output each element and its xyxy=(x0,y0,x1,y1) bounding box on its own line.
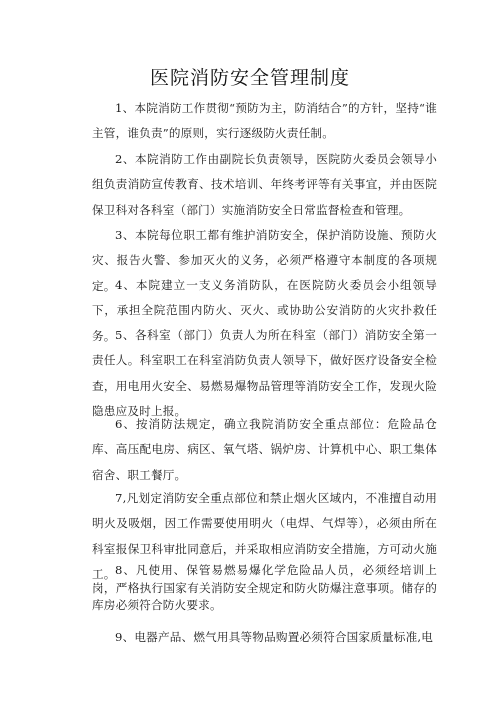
paragraph-4: 4、本院建立一支义务消防队，在医院防火委员会小组领导下，承担全院范围内防火、灭火、或协助公安消防的火灾扑救任务。 xyxy=(92,278,437,343)
paragraph-6: 6、按消防法规定，确立我院消防安全重点部位：危险品仓库、高压配电房、病区、氧气塔、锅炉房、计算机中心、职工集体宿舍、职工餐厅。 xyxy=(92,417,437,482)
paragraph-2: 2、本院消防工作由副院长负责领导，医院防火委员会领导小组负责消防宣传教育、技术培训、年终考评等有关事宜，并由医院保卫科对各科室（部门）实施消防安全日常监督检查和管理。 xyxy=(92,152,437,217)
paragraph-9: 9、电器产品、燃气用具等物品购置必须符合国家质量标准,电 xyxy=(115,630,434,644)
paragraph-8: 8、凡使用、保管易燃易爆化学危险品人员，必须经培训上岗，严格执行国家有关消防安全规定和防火防爆注意事项。储存的库房必须符合防火要求。 xyxy=(92,563,437,612)
document-title: 医院消防安全管理制度 xyxy=(149,67,350,89)
paragraph-3: 3、本院每位职工都有维护消防安全，保护消防设施、预防火灾、报告火警、参加灭火的义务，必须严格遵守本制度的各项规定。 xyxy=(92,228,437,293)
paragraph-7: 7,凡划定消防安全重点部位和禁止烟火区域内，不准擅自动用明火及吸烟，因工作需要使用明火（电焊、气焊等），必须由所在科室报保卫科审批同意后，并采取相应消防安全措施，方可动火施工。 xyxy=(92,491,437,581)
paragraph-1: 1、本院消防工作贯彻“预防为主，防消结合”的方针，坚持“谁主管，谁负责”的原则，实行逐级防火责任制。 xyxy=(92,101,437,141)
paragraph-5: 5、各科室（部门）负责人为所在科室（部门）消防安全第一责任人。科室职工在科室消防负责人领导下，做好医疗设备安全检查，用电用火安全、易燃易爆物品管理等消防安全工作，发现火险隐患应及时上报。 xyxy=(92,328,437,418)
